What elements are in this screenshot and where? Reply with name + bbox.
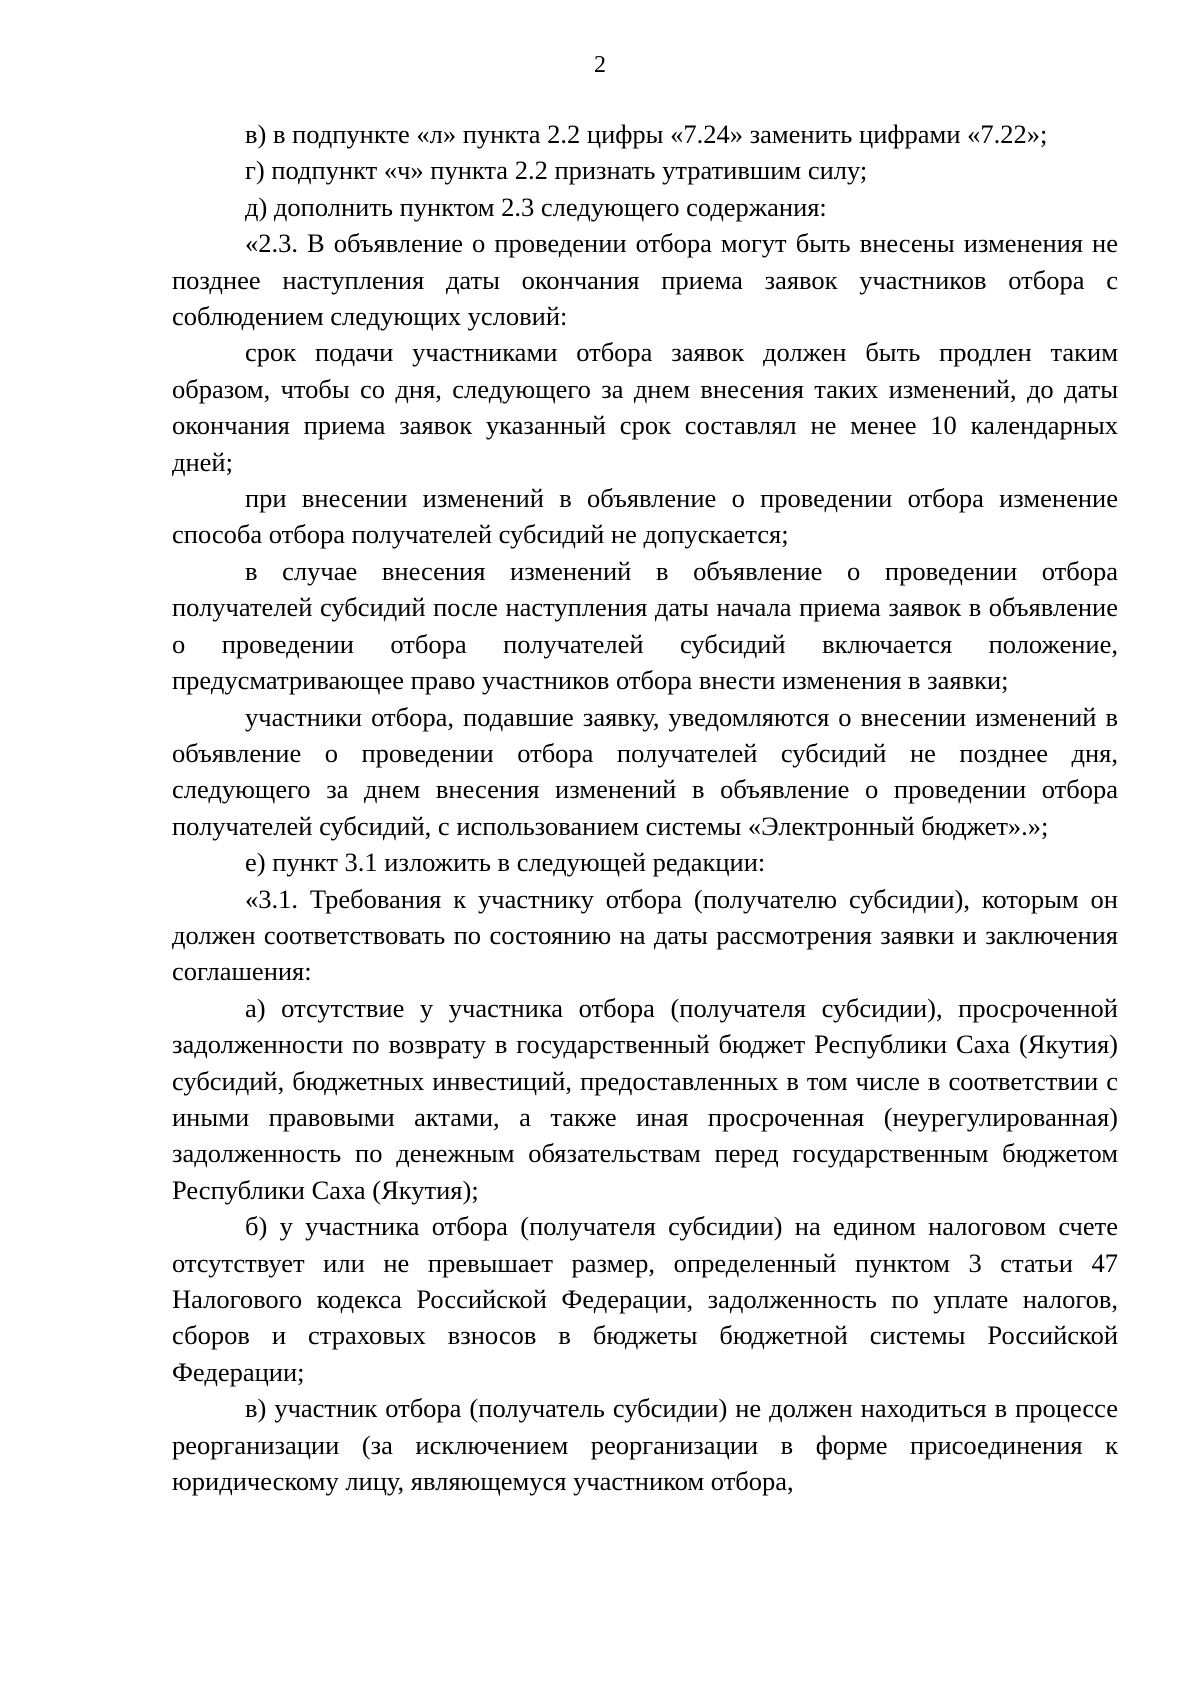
paragraph-participant-notice: участники отбора, подавшие заявку, уведомляются о внесении изменений в объявление о проведении отбора получателей субсидий не позднее дня, следующего за днем внесения изменений в объявление о проведении отбора получателей субсидий, с использованием системы «Электронный бюджет».»; [172, 701, 1118, 841]
page-number: 2 [594, 52, 606, 78]
paragraph-requirement-v: в) участник отбора (получатель субсидии) не должен находиться в процессе реорганизации (за исключением реорганизации в форме присоединения к юридическому лицу, являющемуся участником отбора, [172, 1393, 1118, 1497]
paragraph-amendment-v: в) в подпункте «л» пункта 2.2 цифры «7.24» заменить цифрами «7.22»; [245, 119, 1048, 149]
paragraph-clause-2-3: «2.3. В объявление о проведении отбора могут быть внесены изменения не позднее наступления даты окончания приема заявок участников отбора с соблюдением следующих условий: [172, 228, 1118, 332]
paragraph-method-change: при внесении изменений в объявление о проведении отбора изменение способа отбора получателей субсидий не допускается; [172, 483, 1118, 550]
paragraph-clause-3-1: «3.1. Требования к участнику отбора (получателю субсидии), которым он должен соответствовать по состоянию на даты рассмотрения заявки и заключения соглашения: [172, 883, 1118, 987]
paragraph-deadline-extension: срок подачи участниками отбора заявок должен быть продлен таким образом, чтобы со дня, следующего за днем внесения таких изменений, до даты окончания приема заявок указанный срок составлял не менее 10 календарных дней; [172, 337, 1118, 477]
paragraph-amendment-d: д) дополнить пунктом 2.3 следующего содержания: [245, 191, 827, 222]
document-body [172, 116, 1118, 1499]
paragraph-application-changes: в случае внесения изменений в объявление о проведении отбора получателей субсидий после наступления даты начала приема заявок в объявление о проведении отбора получателей субсидий включается положение, предусматривающее право участников отбора внести изменения в заявки; [172, 555, 1118, 696]
paragraph-requirement-a: а) отсутствие у участника отбора (получателя субсидии), просроченной задолженности по возврату в государственный бюджет Республики Саха (Якутия) субсидий, бюджетных инвестиций, предоставленных в том числе в соответствии с иными правовыми актами, а также иная просроченная (неурегулированная) задолженность по денежным обязательствам перед государственным бюджетом Республики Саха (Якутия); [172, 992, 1118, 1205]
paragraph-requirement-b: б) у участника отбора (получателя субсидии) на едином налоговом счете отсутствует или не превышает размер, определенный пунктом 3 статьи 47 Налогового кодекса Российской Федерации, задолженность по уплате налогов, сборов и страховых взносов в бюджеты бюджетной системы Российской Федерации; [172, 1211, 1118, 1387]
paragraph-amendment-g: г) подпункт «ч» пункта 2.2 признать утратившим силу; [245, 155, 868, 186]
paragraph-amendment-e: е) пункт 3.1 изложить в следующей редакции: [245, 847, 766, 878]
